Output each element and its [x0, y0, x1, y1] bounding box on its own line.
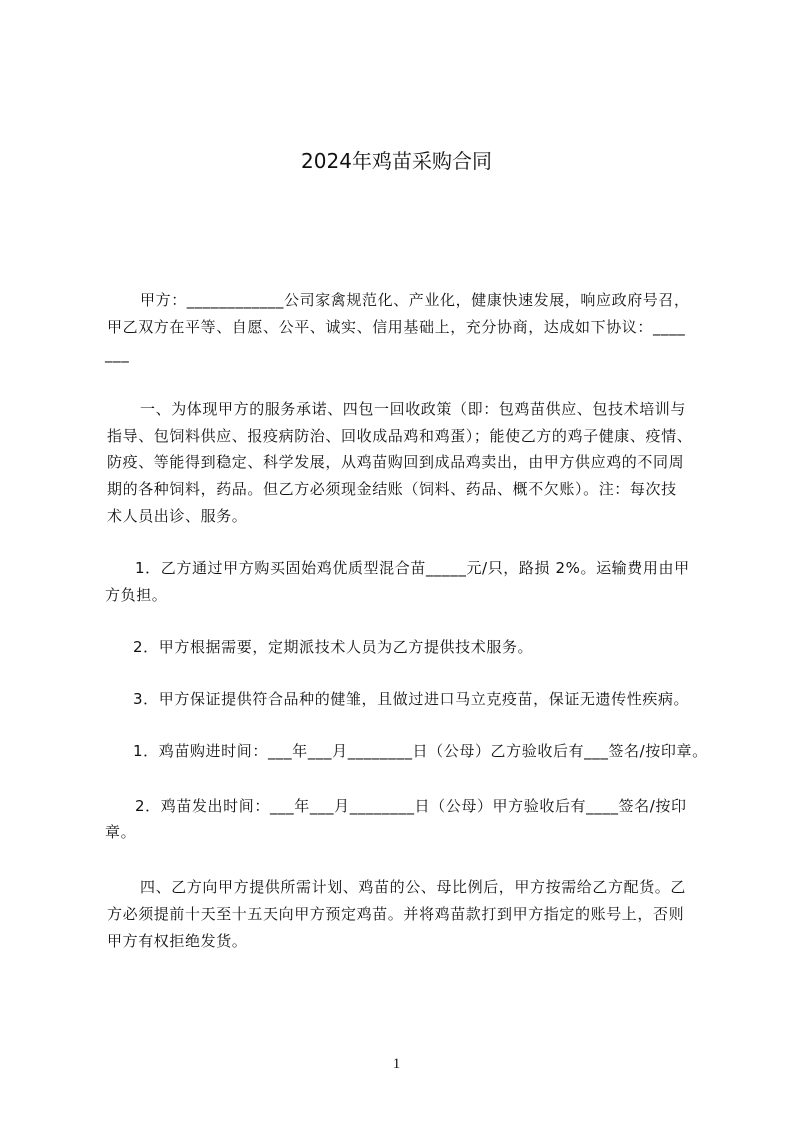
page-number: 1: [392, 1056, 401, 1072]
paragraph-line: 1．乙方通过甲方购买固始鸡优质型混合苗_____元/只，路损 2%。运输费用由甲: [135, 559, 690, 577]
paragraph-line: 一、为体现甲方的服务承诺、四包一回收政策（即：包鸡苗供应、包技术培训与: [140, 400, 687, 418]
paragraph-line: 甲方有权拒绝发货。: [107, 932, 248, 950]
paragraph-line: 防疫、等能得到稳定、科学发展，从鸡苗购回到成品鸡卖出，由甲方供应鸡的不同周: [107, 453, 685, 471]
paragraph-line: 四、乙方向甲方提供所需计划、鸡苗的公、母比例后，甲方按需给乙方配货。乙: [140, 878, 687, 896]
paragraph-line: 章。: [105, 823, 137, 841]
paragraph-line: 甲乙双方在平等、自愿、公平、诚实、信用基础上，充分协商，达成如下协议：____: [107, 318, 686, 336]
paragraph-line: 方负担。: [105, 586, 168, 604]
paragraph-line: 期的各种饲料，药品。但乙方必须现金结账（饲料、药品、概不欠账）。注：每次技: [107, 480, 677, 498]
paragraph-line: 2．鸡苗发出时间：___年___月________日（公母）甲方验收后有____签名/按印: [135, 797, 687, 815]
paragraph-line: 3．甲方保证提供符合品种的健雏，且做过进口马立克疫苗，保证无遗传性疾病。: [133, 690, 690, 708]
paragraph-line: ___: [105, 345, 130, 363]
document-title: 2024年鸡苗采购合同: [301, 149, 492, 173]
paragraph-line: 方必须提前十天至十五天向甲方预定鸡苗。并将鸡苗款打到甲方指定的账号上，否则: [107, 905, 685, 923]
paragraph-line: 指导、包饲料供应、报疫病防治、回收成品鸡和鸡蛋）；能使乙方的鸡子健康、疫情、: [107, 427, 693, 445]
paragraph-line: 术人员出诊、服务。: [107, 507, 248, 525]
paragraph-line: 1．鸡苗购进时间：___年___月________日（公母）乙方验收后有___签名/按印章。: [133, 742, 708, 760]
paragraph-line: 2．甲方根据需要，定期派技术人员为乙方提供技术服务。: [133, 638, 534, 656]
paragraph-line: 甲方：____________公司家禽规范化、产业化，健康快速发展，响应政府号召，: [140, 291, 690, 309]
